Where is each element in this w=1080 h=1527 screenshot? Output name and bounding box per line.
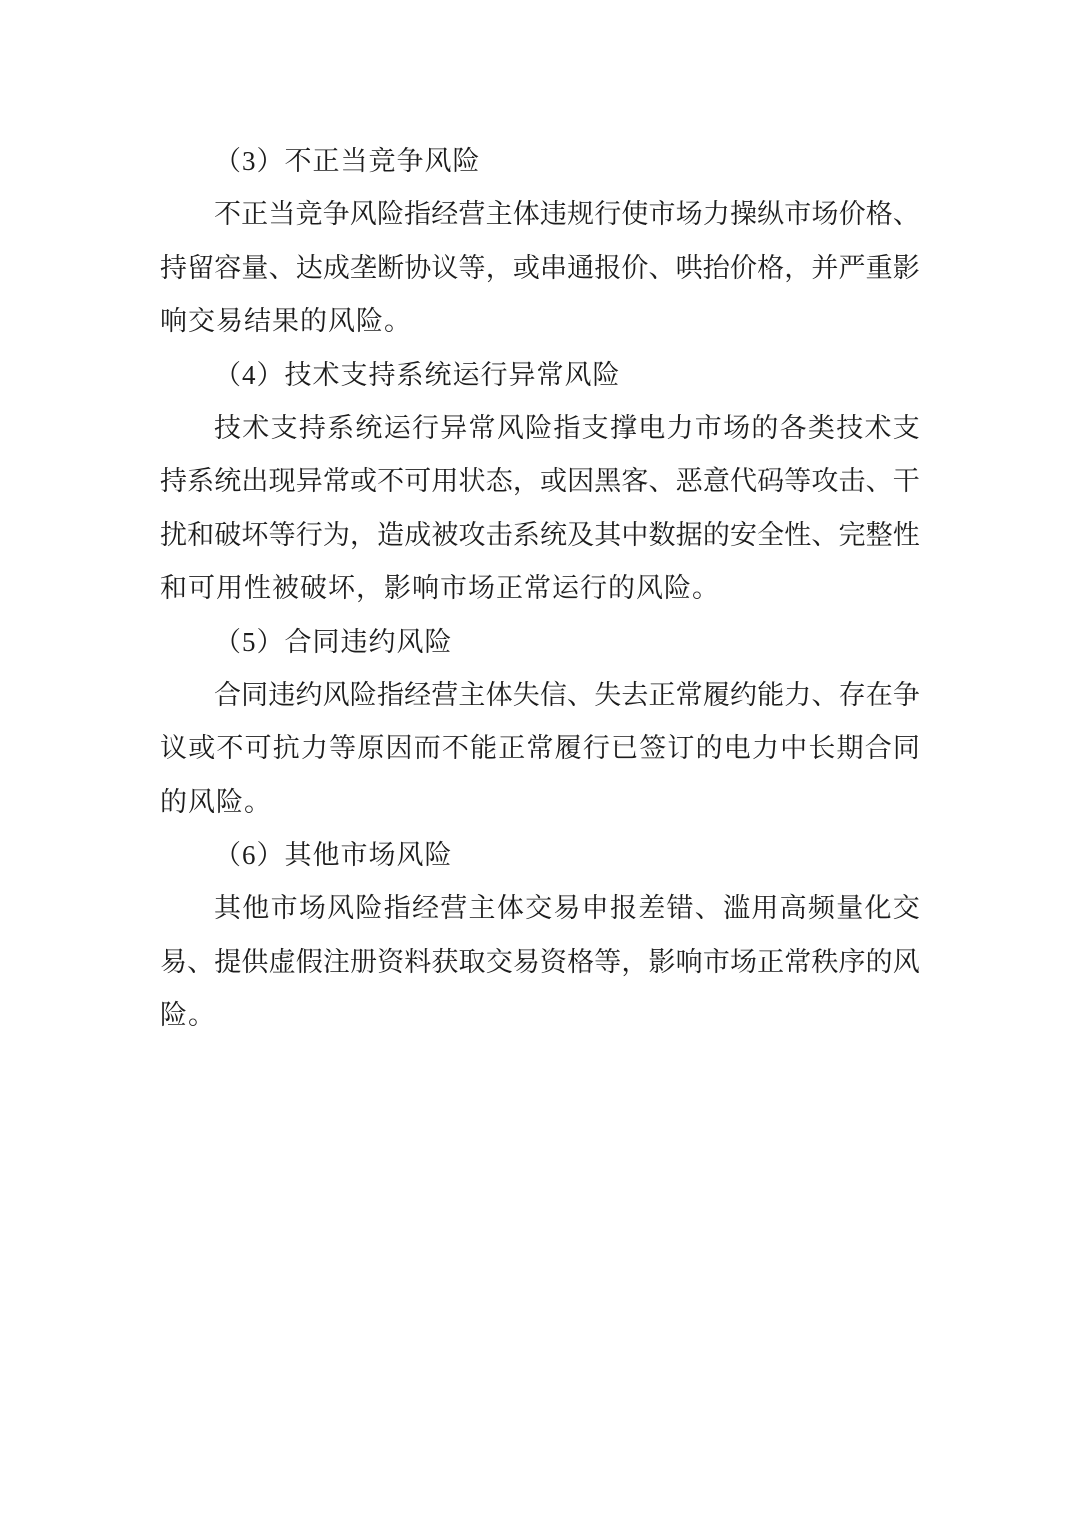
character: 系: [327, 412, 355, 443]
character: 风: [892, 946, 920, 977]
body-line: 和可用性被破坏，影响市场正常运行的风险。: [160, 573, 720, 604]
character: 场: [675, 199, 703, 230]
character: 因: [567, 466, 595, 497]
character: 失: [512, 679, 540, 710]
character: 市: [648, 199, 676, 230]
character: 术: [864, 412, 892, 443]
character: 支: [892, 412, 920, 443]
body-line: 响交易结果的风险。: [160, 306, 412, 337]
character: 破: [214, 519, 242, 550]
character: 经: [404, 679, 432, 710]
character: 同: [892, 733, 920, 764]
character: 、: [648, 252, 676, 283]
character: 取: [458, 946, 486, 977]
character: 报: [609, 893, 637, 924]
character: 通: [567, 252, 595, 283]
character: 坏: [241, 519, 269, 550]
body-line: [160, 188, 920, 241]
character: 据: [675, 519, 703, 550]
character: 签: [639, 733, 667, 764]
character: 哄: [675, 252, 703, 283]
character: 险: [355, 893, 383, 924]
section-heading: （4）技术支持系统运行异常风险: [214, 359, 621, 390]
character: 获: [431, 946, 459, 977]
character: 错: [666, 893, 694, 924]
character: 击: [485, 519, 513, 550]
character: 意: [702, 466, 730, 497]
character: 常: [784, 946, 812, 977]
character: 力: [784, 679, 812, 710]
character: 去: [621, 679, 649, 710]
character: 体: [512, 199, 540, 230]
character: 合: [864, 733, 892, 764]
character: 达: [295, 252, 323, 283]
character: 、: [567, 679, 595, 710]
character: 格: [865, 199, 893, 230]
character: 违: [539, 199, 567, 230]
body-line: [160, 669, 920, 722]
character: 成: [322, 252, 350, 283]
character: 约: [295, 679, 323, 710]
character: 用: [431, 466, 459, 497]
character: 指: [383, 893, 411, 924]
character: 市: [784, 199, 812, 230]
character: 撑: [609, 412, 637, 443]
character: 行: [594, 199, 622, 230]
character: 电: [638, 412, 666, 443]
character: 支: [581, 412, 609, 443]
character: 营: [440, 893, 468, 924]
character: 规: [567, 199, 595, 230]
character: ，: [512, 466, 540, 497]
character: 序: [838, 946, 866, 977]
character: 订: [667, 733, 695, 764]
character: 指: [553, 412, 581, 443]
body-line: [160, 509, 920, 562]
character: 履: [554, 733, 582, 764]
character: 同: [241, 679, 269, 710]
character: 垄: [349, 252, 377, 283]
character: 场: [811, 199, 839, 230]
character: 而: [413, 733, 441, 764]
character: 价: [838, 199, 866, 230]
character: 不: [377, 466, 405, 497]
character: 存: [838, 679, 866, 710]
character: 响: [675, 946, 703, 977]
character: 正: [757, 946, 785, 977]
character: 注: [322, 946, 350, 977]
character: 约: [729, 679, 757, 710]
character: 的: [702, 519, 730, 550]
character: 价: [621, 252, 649, 283]
character: 持: [298, 412, 326, 443]
character: 竞: [295, 199, 323, 230]
character: 的: [751, 412, 779, 443]
character: 异: [440, 412, 468, 443]
character: 主: [458, 679, 486, 710]
character: 持: [160, 466, 187, 497]
character: 或: [512, 252, 540, 283]
character: 差: [638, 893, 666, 924]
character: 交: [892, 893, 920, 924]
character: 市: [694, 412, 722, 443]
character: 击: [838, 466, 866, 497]
character: 、: [694, 893, 722, 924]
character: 纵: [757, 199, 785, 230]
character: 正: [648, 679, 676, 710]
character: 正: [241, 199, 269, 230]
character: 造: [377, 519, 405, 550]
character: 或: [349, 466, 377, 497]
character: 黑: [594, 466, 622, 497]
character: 恶: [675, 466, 703, 497]
character: 经: [431, 199, 459, 230]
character: 或: [539, 466, 567, 497]
character: 可: [404, 466, 432, 497]
character: 影: [648, 946, 676, 977]
character: 出: [241, 466, 269, 497]
character: 履: [702, 679, 730, 710]
character: 长: [808, 733, 836, 764]
character: 体: [485, 679, 513, 710]
body-line: [160, 242, 920, 295]
character: 的: [865, 946, 893, 977]
character: 其: [594, 519, 622, 550]
character: 申: [581, 893, 609, 924]
character: 各: [779, 412, 807, 443]
character: 正: [498, 733, 526, 764]
character: 留: [187, 252, 215, 283]
character: 常: [526, 733, 554, 764]
character: 等: [268, 519, 296, 550]
character: 完: [838, 519, 866, 550]
character: 价: [729, 252, 757, 283]
section-heading: （6）其他市场风险: [214, 840, 453, 871]
character: 被: [431, 519, 459, 550]
character: 技: [214, 412, 241, 443]
character: 等: [329, 733, 357, 764]
character: 系: [187, 466, 215, 497]
character: 能: [757, 679, 785, 710]
character: 市: [270, 893, 298, 924]
character: 的: [695, 733, 723, 764]
character: 攻: [811, 466, 839, 497]
character: 风: [349, 199, 377, 230]
body-line: [160, 722, 920, 775]
character: 易: [160, 946, 187, 977]
character: 影: [892, 252, 920, 283]
character: 容: [214, 252, 242, 283]
character: 交: [485, 946, 513, 977]
character: 合: [214, 679, 241, 710]
character: 他: [242, 893, 270, 924]
character: 期: [836, 733, 864, 764]
character: 中: [621, 519, 649, 550]
character: 频: [807, 893, 835, 924]
character: 市: [702, 946, 730, 977]
character: 常: [468, 412, 496, 443]
character: 议: [160, 733, 187, 764]
character: 统: [355, 412, 383, 443]
character: 干: [892, 466, 920, 497]
body-line: [160, 402, 920, 455]
character: 、: [268, 252, 296, 283]
character: 险: [349, 679, 377, 710]
character: 统: [539, 519, 567, 550]
character: 性: [892, 519, 920, 550]
character: 险: [525, 412, 553, 443]
character: 滥: [723, 893, 751, 924]
character: 假: [295, 946, 323, 977]
character: 数: [648, 519, 676, 550]
character: 风: [496, 412, 524, 443]
character: 行: [411, 412, 439, 443]
character: 行: [582, 733, 610, 764]
character: 争: [892, 679, 920, 710]
character: 场: [729, 946, 757, 977]
character: 风: [327, 893, 355, 924]
character: ，: [784, 252, 812, 283]
character: 类: [807, 412, 835, 443]
character: 运: [383, 412, 411, 443]
character: 秩: [811, 946, 839, 977]
character: 断: [377, 252, 405, 283]
character: 异: [295, 466, 323, 497]
character: 供: [241, 946, 269, 977]
character: 整: [865, 519, 893, 550]
character: 严: [838, 252, 866, 283]
character: 册: [349, 946, 377, 977]
character: 营: [458, 199, 486, 230]
character: 在: [865, 679, 893, 710]
character: 因: [385, 733, 413, 764]
character: 指: [376, 679, 404, 710]
character: 指: [404, 199, 432, 230]
character: ，: [485, 252, 513, 283]
character: 抗: [272, 733, 300, 764]
character: 系: [512, 519, 540, 550]
character: 用: [751, 893, 779, 924]
section-heading: （3）不正当竞争风险: [214, 146, 481, 176]
body-line: [160, 455, 920, 508]
character: 态: [485, 466, 513, 497]
character: 量: [836, 893, 864, 924]
character: 、: [892, 199, 920, 230]
character: 常: [322, 466, 350, 497]
character: 使: [621, 199, 649, 230]
character: 格: [757, 252, 785, 283]
character: 不: [216, 733, 244, 764]
character: 电: [723, 733, 751, 764]
character: 并: [811, 252, 839, 283]
character: 术: [242, 412, 270, 443]
character: 营: [431, 679, 459, 710]
character: 主: [485, 199, 513, 230]
character: 力: [751, 733, 779, 764]
character: 料: [404, 946, 432, 977]
character: 违: [268, 679, 296, 710]
character: 串: [539, 252, 567, 283]
character: 场: [298, 893, 326, 924]
character: 、: [811, 679, 839, 710]
character: 代: [729, 466, 757, 497]
character: 、: [865, 466, 893, 497]
character: 不: [441, 733, 469, 764]
character: 主: [468, 893, 496, 924]
character: 失: [594, 679, 622, 710]
character: 场: [723, 412, 751, 443]
body-line: 险。: [160, 1000, 216, 1031]
text-block: [160, 135, 920, 1043]
character: 等: [594, 946, 622, 977]
character: 可: [244, 733, 272, 764]
body-line: [160, 882, 920, 935]
character: 易: [553, 893, 581, 924]
character: 状: [458, 466, 486, 497]
section-heading: （5）合同违约风险: [214, 626, 453, 657]
character: 及: [567, 519, 595, 550]
character: 持: [160, 252, 187, 283]
character: 高: [779, 893, 807, 924]
character: 其: [214, 893, 241, 924]
character: 争: [322, 199, 350, 230]
character: 支: [270, 412, 298, 443]
character: 风: [322, 679, 350, 710]
character: 或: [188, 733, 216, 764]
character: 技: [836, 412, 864, 443]
character: 量: [241, 252, 269, 283]
character: 不: [214, 199, 241, 230]
character: 码: [757, 466, 785, 497]
body-line: 的风险。: [160, 786, 272, 817]
character: 全: [757, 519, 785, 550]
character: 、: [648, 466, 676, 497]
character: 化: [864, 893, 892, 924]
character: 抬: [702, 252, 730, 283]
character: 为: [322, 519, 350, 550]
character: 报: [594, 252, 622, 283]
character: 力: [666, 412, 694, 443]
character: 资: [539, 946, 567, 977]
character: 经: [411, 893, 439, 924]
character: 客: [621, 466, 649, 497]
character: 提: [214, 946, 242, 977]
character: 已: [611, 733, 638, 764]
character: 议: [431, 252, 459, 283]
body-line: [160, 936, 920, 989]
character: 交: [525, 893, 553, 924]
character: 险: [376, 199, 404, 230]
character: 中: [780, 733, 808, 764]
character: 操: [729, 199, 757, 230]
character: 等: [784, 466, 812, 497]
character: 能: [470, 733, 498, 764]
character: 力: [300, 733, 328, 764]
character: ，: [621, 946, 649, 977]
character: 安: [729, 519, 757, 550]
character: 、: [811, 519, 839, 550]
character: 体: [496, 893, 524, 924]
character: 现: [268, 466, 296, 497]
character: 行: [295, 519, 323, 550]
character: 重: [865, 252, 893, 283]
character: 扰: [160, 519, 187, 550]
character: 格: [567, 946, 595, 977]
character: 性: [784, 519, 812, 550]
character: 等: [458, 252, 486, 283]
character: 攻: [458, 519, 486, 550]
character: 力: [702, 199, 730, 230]
character: 资: [377, 946, 405, 977]
character: ，: [349, 519, 377, 550]
character: 易: [512, 946, 540, 977]
character: 信: [539, 679, 567, 710]
character: 和: [187, 519, 215, 550]
character: 统: [214, 466, 242, 497]
character: 原: [357, 733, 385, 764]
character: 常: [675, 679, 703, 710]
character: 协: [404, 252, 432, 283]
character: 当: [268, 199, 296, 230]
character: 成: [404, 519, 432, 550]
character: 虚: [268, 946, 296, 977]
character: 、: [187, 946, 215, 977]
